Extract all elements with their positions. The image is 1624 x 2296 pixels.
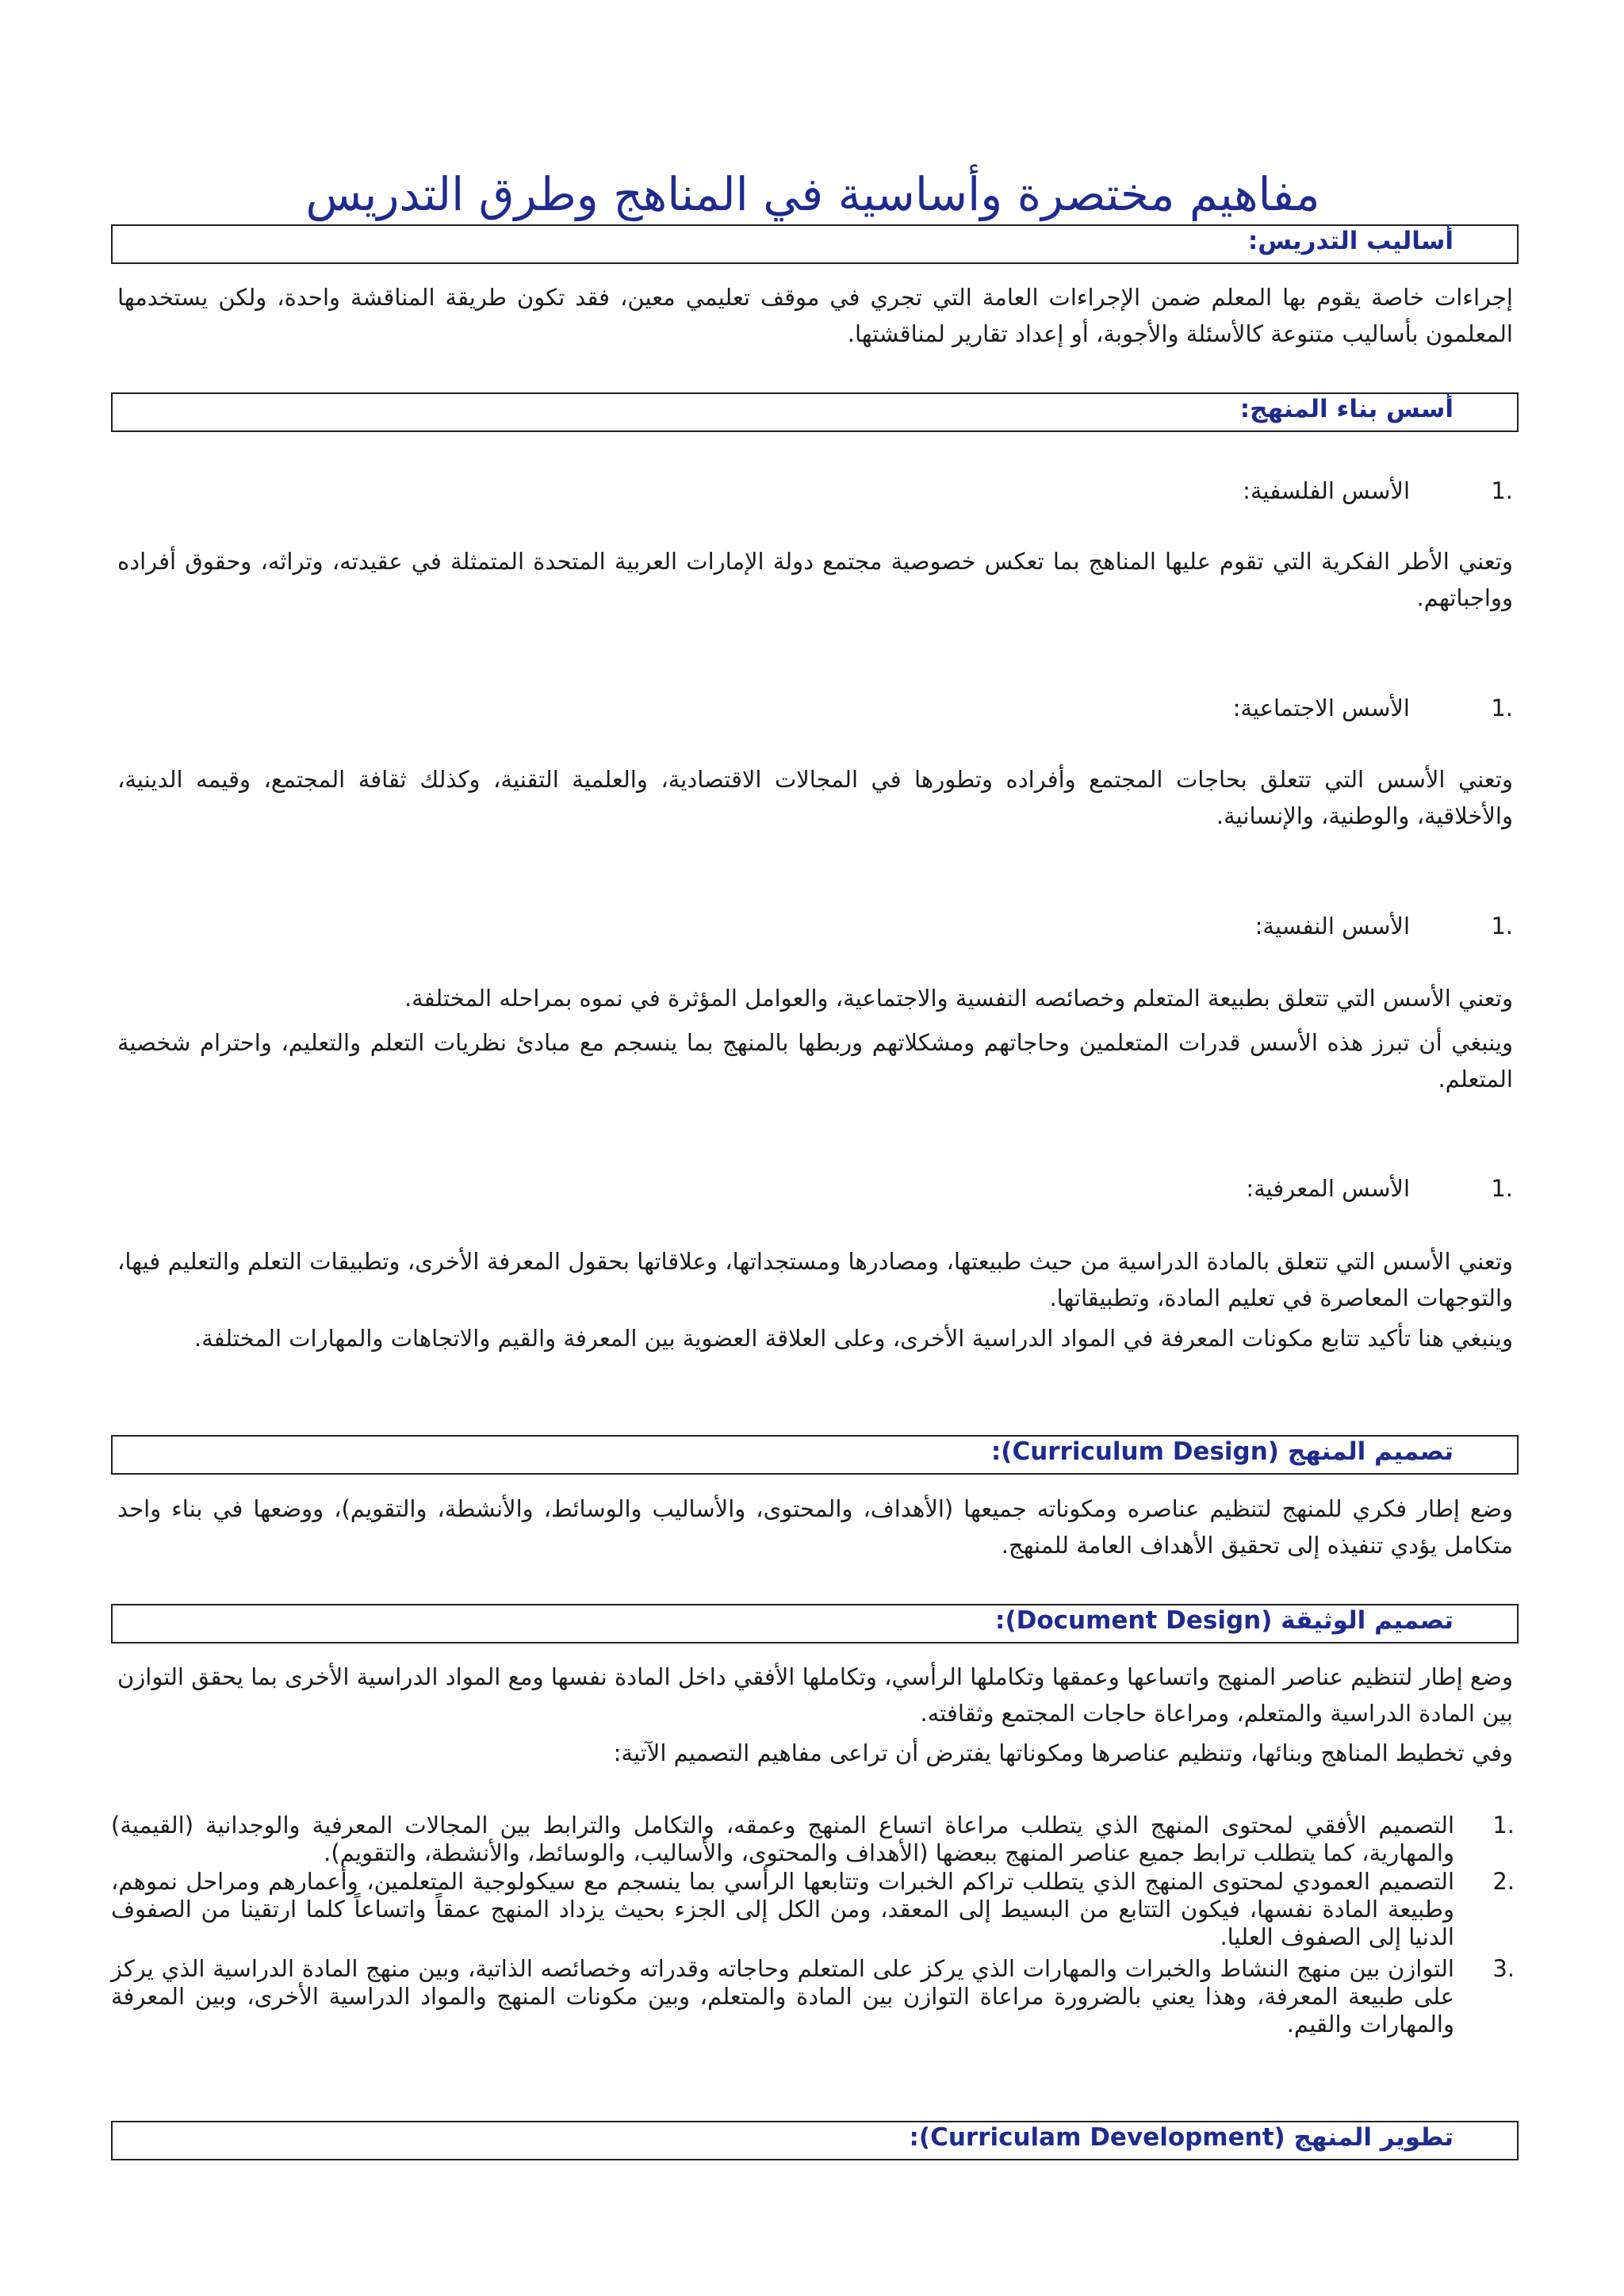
section-heading-curriculum-design <box>111 1435 1519 1475</box>
paragraph-epistemological-1: وتعني الأسس التي تتعلق بالمادة الدراسية من حيث طبيعتها، ومصادرها ومستجداتها، وعلاقاتها بحقول المعرفة الأخرى، وتطبيقات التعلم والتعليم فيها، والتوجهات المعاصرة في تعليم المادة، وتطبيقاتها. <box>117 1248 1513 1311</box>
section-heading-curriculum-development <box>111 2121 1519 2160</box>
subheading-epistemological <box>117 1170 1513 1207</box>
list-number: .1 <box>1491 695 1513 721</box>
list-item-text: التصميم الأفقي لمحتوى المنهج الذي يتطلب مراعاة اتساع المنهج وعمقه، والتكامل والترابط بين المجالات المعرفية والوجدانية (القيمية) والمهارية، كما يتطلب ترابط جميع عناصر المنهج ببعضها (الأهداف والمحتوى، والأساليب، والوسائط، والأنشطة، والتقويم). <box>111 1812 1454 1866</box>
list-number: .3 <box>1492 1955 1515 1982</box>
subheading-label: الأسس المعرفية: <box>1246 1175 1410 1202</box>
paragraph-document-design-2: وفي تخطيط المناهج وبنائها، وتنظيم عناصرها ومكوناتها يفترض أن تراعى مفاهيم التصميم الآتية: <box>613 1739 1513 1766</box>
section-heading-foundations <box>111 392 1519 432</box>
paragraph-social: وتعني الأسس التي تتعلق بحاجات المجتمع وأفراده وتطورها في المجالات الاقتصادية، والعلمية التقنية، وكذلك ثقافة المجتمع، وقيمه الدينية، والأخلاقية، والوطنية، والإنسانية. <box>117 766 1513 829</box>
subheading-label: الأسس النفسية: <box>1254 913 1410 939</box>
list-number: .1 <box>1491 913 1513 939</box>
subheading-philosophical <box>117 473 1513 509</box>
list-item <box>111 1868 1515 1951</box>
paragraph-philosophical: وتعني الأطر الفكرية التي تقوم عليها المناهج بما تعكس خصوصية مجتمع دولة الإمارات العربية المتحدة المتمثلة في عقيدته، وتراثه، وحقوق أفراده وواجباتهم. <box>117 548 1513 611</box>
list-number: .1 <box>1492 1812 1515 1839</box>
section-heading-label: تصميم المنهج (Curriculum Design): <box>990 1437 1454 1466</box>
list-item <box>111 1955 1515 2038</box>
subheading-psychological <box>117 908 1513 944</box>
paragraph-epistemological-2: وينبغي هنا تأكيد تتابع مكونات المعرفة في المواد الدراسية الأخرى، وعلى العلاقة العضوية بين المعرفة والقيم والاتجاهات والمهارات المختلفة. <box>193 1325 1513 1352</box>
section-heading-label: تطوير المنهج (Curriculam Development): <box>909 2123 1454 2152</box>
paragraph-document-design-1: وضع إطار لتنظيم عناصر المنهج واتساعها وعمقها وتكاملها الرأسي، وتكاملها الأفقي داخل المادة نفسها ومع المواد الدراسية الأخرى بما يحقق التوازن بين المادة الدراسية والمتعلم، ومراعاة حاجات المجتمع وثقافته. <box>117 1663 1513 1727</box>
list-number: .1 <box>1491 477 1513 504</box>
list-item-text: التوازن بين منهج النشاط والخبرات والمهارات الذي يركز على المتعلم وحاجاته وقدراته وخصائصه الذاتية، وبين منهج المادة الدراسية الذي يركز على طبيعة المعرفة، وهذا يعني بالضرورة مراعاة التوازن بين المادة والمتعلم، وبين مكونات المنهج والمواد الدراسية الأخرى، وبين المعرفة والمهارات والقيم. <box>111 1955 1454 2038</box>
list-number: .2 <box>1492 1868 1515 1895</box>
section-heading-label: تصميم الوثيقة (Document Design): <box>995 1606 1454 1635</box>
subheading-social <box>117 690 1513 726</box>
paragraph-psychological-2: وينبغي أن تبرز هذه الأسس قدرات المتعلمين وحاجاتهم ومشكلاتهم وربطها بالمنهج بما ينسجم مع مبادئ نظريات التعلم والتعليم، واحترام شخصية المتعلم. <box>117 1029 1513 1093</box>
page-title: مفاهيم مختصرة وأساسية في المناهج وطرق التدريس <box>305 167 1320 221</box>
section-heading-label: أساليب التدريس: <box>1247 227 1454 255</box>
subheading-label: الأسس الاجتماعية: <box>1232 695 1410 721</box>
section-heading-document-design <box>111 1604 1519 1644</box>
paragraph-teaching-methods: إجراءات خاصة يقوم بها المعلم ضمن الإجراءات العامة التي تجري في موقف تعليمي معين، فقد تكون طريقة المناقشة واحدة، ولكن يستخدمها المعلمون بأساليب متنوعة كالأسئلة والأجوبة، أو إعداد تقارير لمناقشتها. <box>117 284 1513 347</box>
paragraph-curriculum-design: وضع إطار فكري للمنهج لتنظيم عناصره ومكوناته جميعها (الأهداف، والمحتوى، والأساليب والوسائط، والأنشطة، والتقويم)، ووضعها في بناء واحد متكامل يؤدي تنفيذه إلى تحقيق الأهداف العامة للمنهج. <box>117 1495 1513 1559</box>
paragraph-psychological-1: وتعني الأسس التي تتعلق بطبيعة المتعلم وخصائصه النفسية والاجتماعية، والعوامل المؤثرة في نموه بمراحله المختلفة. <box>404 985 1513 1012</box>
list-number: .1 <box>1491 1175 1513 1202</box>
section-heading-label: أسس بناء المنهج: <box>1239 395 1454 423</box>
list-item <box>111 1812 1515 1867</box>
list-item-text: التصميم العمودي لمحتوى المنهج الذي يتطلب تراكم الخبرات وتتابعها الرأسي بما ينسجم مع سيكولوجية المتعلمين، وأعمارهم ومراحل نموهم، وطبيعة المادة نفسها، فيكون التتابع من البسيط إلى المعقد، ومن الكل إلى الجزء بحيث يزداد المنهج عمقاً واتساعاً كلما ارتقينا من الصفوف الدنيا إلى الصفوف العليا. <box>111 1868 1454 1950</box>
section-heading-teaching-methods <box>111 224 1519 264</box>
subheading-label: الأسس الفلسفية: <box>1243 477 1410 504</box>
